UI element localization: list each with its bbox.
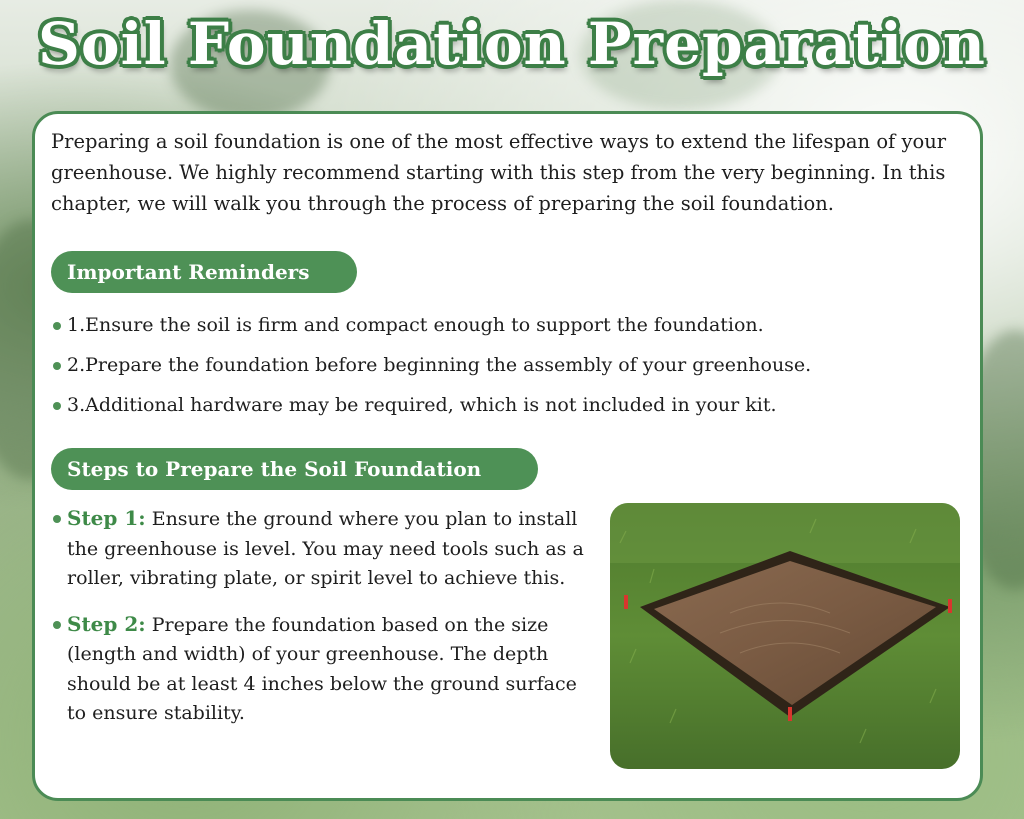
list-item bbox=[53, 310, 953, 350]
step-text: Prepare the foundation based on the size (length and width) of your greenhouse. The depth should be at least 4 inches below the ground surface to ensure stability. bbox=[67, 613, 577, 724]
reminders-list bbox=[53, 310, 953, 430]
intro-paragraph: Preparing a soil foundation is one of the most effective ways to extend the lifespan of your greenhouse. We highly recommend starting with this step from the very beginning. In this chapter, we will walk you through the process of preparing the soil foundation. bbox=[51, 130, 947, 215]
bullet-dot-icon bbox=[53, 515, 61, 523]
steps-heading: Steps to Prepare the Soil Foundation bbox=[51, 448, 538, 490]
list-item bbox=[53, 390, 953, 430]
step-body bbox=[67, 504, 593, 594]
bullet-dot-icon bbox=[53, 362, 61, 370]
list-item bbox=[53, 350, 953, 390]
step-body bbox=[67, 610, 593, 729]
content-card bbox=[32, 111, 983, 801]
list-item bbox=[53, 610, 593, 729]
bullet-dot-icon bbox=[53, 322, 61, 330]
bullet-dot-icon bbox=[53, 621, 61, 629]
reminders-heading: Important Reminders bbox=[51, 251, 357, 293]
reminder-text: 3.Additional hardware may be required, which is not included in your kit. bbox=[67, 394, 777, 416]
step-label: Step 2: bbox=[67, 611, 146, 636]
bullet-dot-icon bbox=[53, 402, 61, 410]
reminder-text: 2.Prepare the foundation before beginning the assembly of your greenhouse. bbox=[67, 354, 812, 376]
soil-foundation-photo bbox=[610, 503, 960, 769]
step-text: Ensure the ground where you plan to install the greenhouse is level. You may need tools such as a roller, vibrating plate, or spirit level to achieve this. bbox=[67, 508, 584, 589]
list-item bbox=[53, 504, 593, 594]
reminder-text: 1.Ensure the soil is firm and compact enough to support the foundation. bbox=[67, 314, 764, 336]
page-title: Soil Foundation Preparation bbox=[38, 10, 986, 78]
step-label: Step 1: bbox=[67, 506, 146, 530]
steps-list bbox=[53, 504, 593, 745]
